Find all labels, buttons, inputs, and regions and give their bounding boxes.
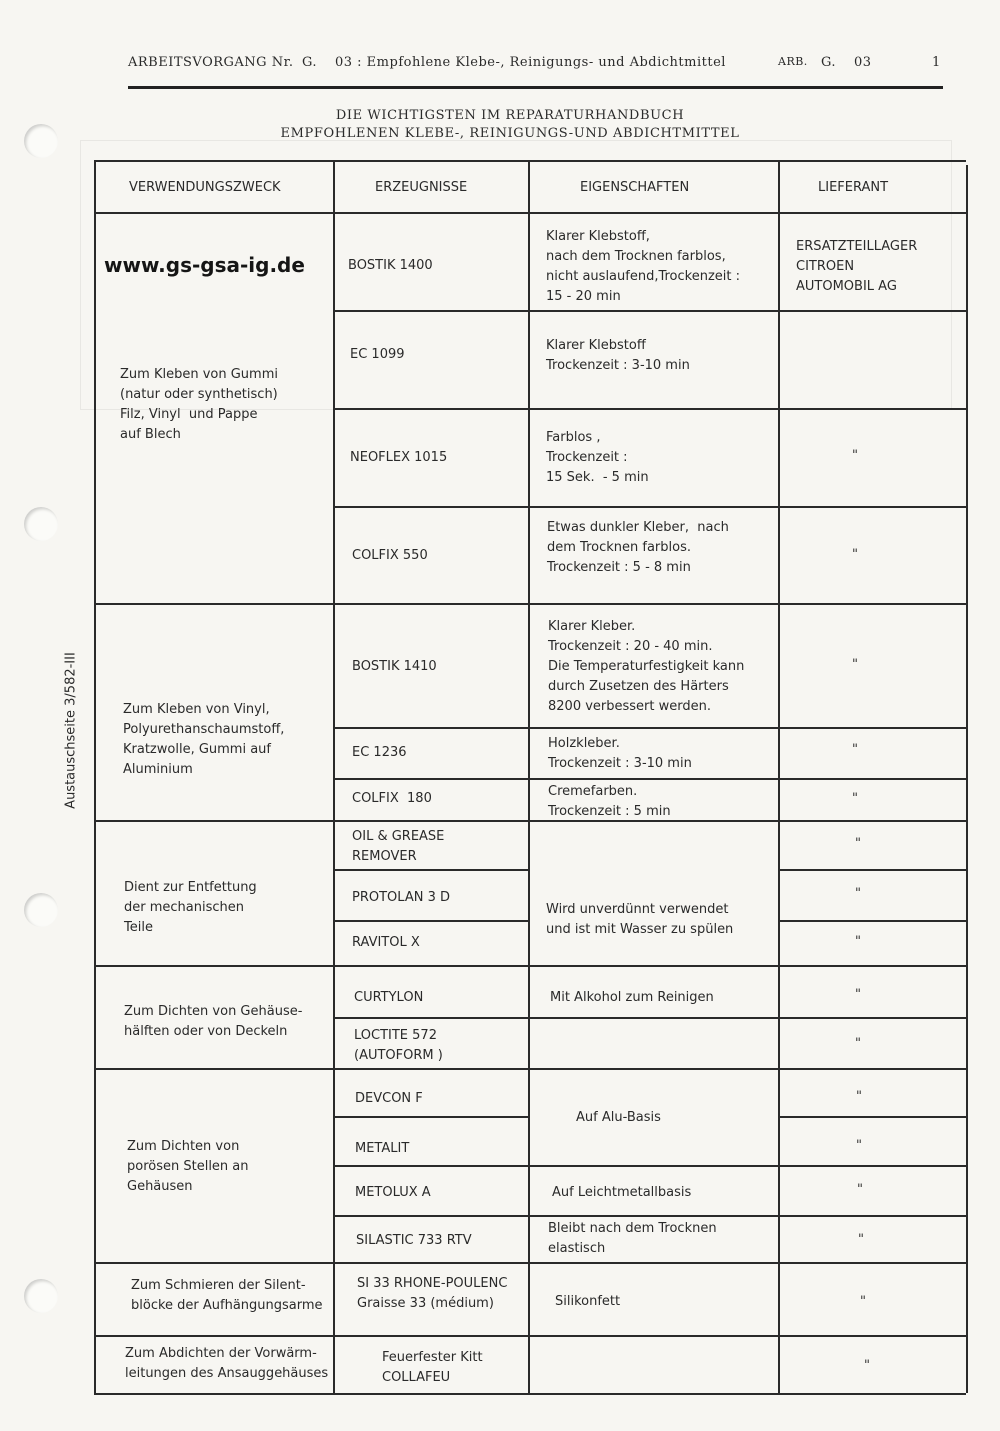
column-header-purpose: VERWENDUNGSZWECK bbox=[129, 180, 281, 195]
ditto-mark: " bbox=[852, 791, 858, 806]
document-title-line2: EMPFOHLENEN KLEBE-, REINIGUNGS-UND ABDICHTMITTEL bbox=[280, 126, 740, 141]
product-cell: BOSTIK 1400 bbox=[348, 258, 433, 273]
property-cell: Auf Leichtmetallbasis bbox=[552, 1185, 692, 1200]
property-cell: Klarer Kleber. Trockenzeit : 20 - 40 min. Die Temperaturfestigkeit kann durch Zusetzen des Härters 8200 verbessert werden. bbox=[548, 619, 745, 714]
table-rule bbox=[94, 1335, 966, 1337]
side-note: Austauschseite 3/582-III bbox=[63, 652, 79, 809]
ditto-mark: " bbox=[858, 1232, 864, 1247]
ditto-mark: " bbox=[856, 1089, 862, 1104]
table-rule bbox=[333, 1116, 528, 1118]
product-cell: EC 1099 bbox=[350, 347, 405, 362]
purpose-cell: Zum Kleben von Gummi (natur oder synthetisch) Filz, Vinyl und Pappe auf Blech bbox=[120, 367, 278, 442]
table-rule bbox=[333, 506, 966, 508]
table-rule bbox=[94, 212, 966, 214]
supplier-cell: ERSATZTEILLAGER CITROEN AUTOMOBIL AG bbox=[796, 239, 918, 294]
header-title: ARBEITSVORGANG Nr. bbox=[128, 55, 294, 70]
ditto-mark: " bbox=[852, 448, 858, 463]
table-rule bbox=[94, 603, 966, 605]
ditto-mark: " bbox=[855, 934, 861, 949]
product-cell: SI 33 RHONE-POULENC Graisse 33 (médium) bbox=[357, 1276, 508, 1311]
ditto-mark: " bbox=[855, 836, 861, 851]
ditto-mark: " bbox=[856, 1138, 862, 1153]
property-cell: Wird unverdünnt verwendet und ist mit Wasser zu spülen bbox=[546, 902, 734, 937]
property-cell: Holzkleber. Trockenzeit : 3-10 min bbox=[548, 736, 692, 771]
table-rule bbox=[778, 920, 966, 922]
product-cell: METALIT bbox=[355, 1141, 410, 1156]
property-cell: Auf Alu-Basis bbox=[576, 1110, 661, 1125]
property-cell: Etwas dunkler Kleber, nach dem Trocknen farblos. Trockenzeit : 5 - 8 min bbox=[547, 520, 729, 575]
product-cell: EC 1236 bbox=[352, 745, 407, 760]
property-cell: Klarer Klebstoff, nach dem Trocknen farblos, nicht auslaufend,Trockenzeit : 15 - 20 min bbox=[546, 229, 740, 304]
column-header-supplier: LIEFERANT bbox=[818, 180, 889, 195]
header-subject: 03 : Empfohlene Klebe-, Reinigungs- und Abdichtmittel bbox=[335, 55, 726, 70]
header-group: G. bbox=[302, 55, 318, 70]
property-cell: Mit Alkohol zum Reinigen bbox=[550, 990, 714, 1005]
column-header-products: ERZEUGNISSE bbox=[375, 180, 468, 195]
ditto-mark: " bbox=[855, 886, 861, 901]
product-cell: OIL & GREASE REMOVER bbox=[352, 829, 445, 864]
table-rule bbox=[333, 1165, 966, 1167]
purpose-cell: Zum Abdichten der Vorwärm- leitungen des Ansauggehäuses bbox=[125, 1346, 329, 1381]
product-cell: PROTOLAN 3 D bbox=[352, 890, 450, 905]
product-cell: SILASTIC 733 RTV bbox=[356, 1233, 472, 1248]
document-title-line1: DIE WICHTIGSTEN IM REPARATURHANDBUCH bbox=[335, 108, 685, 123]
header-ref-label: ARB. bbox=[778, 55, 808, 68]
purpose-cell: Zum Dichten von porösen Stellen an Gehäusen bbox=[127, 1139, 249, 1194]
table-rule bbox=[333, 408, 966, 410]
table-rule bbox=[778, 1116, 966, 1118]
header-ref-number: 03 bbox=[854, 55, 872, 70]
ditto-mark: " bbox=[855, 987, 861, 1002]
table-rule bbox=[528, 160, 530, 1393]
product-cell: RAVITOL X bbox=[352, 935, 420, 950]
page-number: 1 bbox=[932, 55, 941, 70]
table-rule bbox=[966, 165, 968, 1393]
purpose-cell: Zum Kleben von Vinyl, Polyurethanschaumstoff, Kratzwolle, Gummi auf Aluminium bbox=[123, 702, 285, 777]
table-rule bbox=[333, 160, 335, 1393]
punch-hole-1 bbox=[24, 124, 58, 158]
column-header-properties: EIGENSCHAFTEN bbox=[580, 180, 690, 195]
ditto-mark: " bbox=[855, 1036, 861, 1051]
table-rule bbox=[94, 820, 966, 822]
table-rule bbox=[333, 310, 966, 312]
table-rule bbox=[333, 778, 966, 780]
punch-hole-3 bbox=[24, 893, 58, 927]
table-rule bbox=[94, 1068, 966, 1070]
punch-hole-2 bbox=[24, 507, 58, 541]
table-rule bbox=[94, 1393, 966, 1395]
purpose-cell: Dient zur Entfettung der mechanischen Teile bbox=[124, 880, 257, 935]
product-cell: METOLUX A bbox=[355, 1185, 431, 1200]
table-rule bbox=[94, 160, 966, 162]
purpose-cell: Zum Schmieren der Silent- blöcke der Aufhängungsarme bbox=[131, 1278, 323, 1313]
ditto-mark: " bbox=[852, 657, 858, 672]
header-rule bbox=[128, 86, 943, 89]
ditto-mark: " bbox=[852, 742, 858, 757]
ditto-mark: " bbox=[860, 1294, 866, 1309]
product-cell: COLFIX 180 bbox=[352, 791, 432, 806]
purpose-cell: Zum Dichten von Gehäuse- hälften oder von Deckeln bbox=[124, 1004, 303, 1039]
table-rule bbox=[94, 965, 966, 967]
table-rule bbox=[333, 1215, 966, 1217]
product-cell: DEVCON F bbox=[355, 1091, 423, 1106]
table-rule bbox=[333, 920, 528, 922]
product-cell: Feuerfester Kitt COLLAFEU bbox=[382, 1350, 483, 1385]
table-rule bbox=[778, 869, 966, 871]
ditto-mark: " bbox=[857, 1182, 863, 1197]
product-cell: CURTYLON bbox=[354, 990, 424, 1005]
product-cell: NEOFLEX 1015 bbox=[350, 450, 448, 465]
table-rule bbox=[94, 1262, 966, 1264]
property-cell: Bleibt nach dem Trocknen elastisch bbox=[548, 1221, 717, 1256]
property-cell: Klarer Klebstoff Trockenzeit : 3-10 min bbox=[546, 338, 690, 373]
product-cell: COLFIX 550 bbox=[352, 548, 428, 563]
page-header bbox=[128, 55, 943, 81]
table-rule bbox=[333, 869, 528, 871]
table-rule bbox=[778, 160, 780, 1393]
table-rule bbox=[94, 160, 96, 1393]
product-cell: LOCTITE 572 (AUTOFORM ) bbox=[354, 1028, 443, 1063]
table-rule bbox=[333, 727, 966, 729]
punch-hole-4 bbox=[24, 1279, 58, 1313]
ditto-mark: " bbox=[864, 1358, 870, 1373]
property-cell: Silikonfett bbox=[555, 1294, 621, 1309]
product-cell: BOSTIK 1410 bbox=[352, 659, 437, 674]
property-cell: Farblos , Trockenzeit : 15 Sek. - 5 min bbox=[546, 430, 649, 485]
header-ref-group: G. bbox=[821, 55, 837, 70]
property-cell: Cremefarben. Trockenzeit : 5 min bbox=[548, 784, 671, 819]
ditto-mark: " bbox=[852, 547, 858, 562]
website-watermark: www.gs-gsa-ig.de bbox=[104, 253, 305, 277]
table-rule bbox=[333, 1017, 966, 1019]
